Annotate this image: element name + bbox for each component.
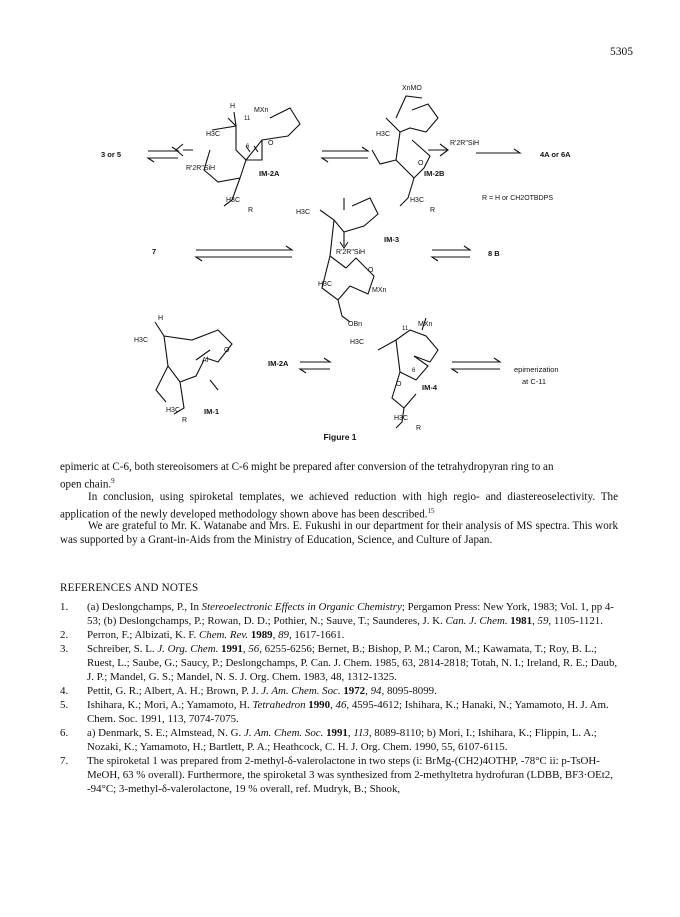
h3c-im4-bottom: H3C [394,415,409,422]
h3c-im3-lower: H3C [318,281,333,288]
reaction-scheme [0,0,680,450]
im-2b-structure [372,96,448,206]
reference-text_d: 4595-4612; Ishihara, K.; Hanaki, N.; Yamamoto, H. J. Am. Chem. Soc. 1991, 113, 7074-7075. [87,699,609,725]
reference-text_a: Ishihara, K.; Mori, A.; Yamamoto, H. [87,699,253,711]
reference-bold: 1991 [323,727,348,739]
h3c-im2a-bottom: H3C [226,197,241,204]
o-im2b: O [418,160,424,167]
silane-im3: R'2R"SiH [336,249,366,256]
reference-text_c: , [365,685,371,697]
acknowledgement-paragraph: We are grateful to Mr. K. Watanabe and Mrs. E. Fukushi in our department for their analysis of MS spectra. This work was supported by a Grant-in-Aids from the Ministry of Education, Science, and Culture of Japan. [60,520,618,547]
reference-it_a: Tetrahedron [252,699,306,711]
label-r-definition: R = H or CH2OTBDPS [482,195,553,202]
mx-im3: MXn [372,287,387,294]
label-im-2a: IM-2A [259,169,280,178]
reference-text_d: 6255-6256; Bernet, B.; Bishop, P. M.; Caron, M.; Kawamata, T.; Roy, B. L.; Ruest, L.; Saube, G.; Saucy, P.; Deslongchamps, P. Can. J. Chem. 1985, 63, 2814-2818; Totah, N. I.; Ireland, R. E.; Daub, J. P.; Mandel, G. S.; Mandel, N. S. J. Org. Chem. 1983, 48, 1312-1325. [87,643,618,683]
eleven-im4: 11 [402,326,409,332]
label-3-or-5: 3 or 5 [101,150,122,159]
r-im4: R [416,425,422,432]
label-at-c11: at C-11 [522,377,547,386]
reference-text_a: The spiroketal 1 was prepared from 2-methyl-δ-valerolactone in two steps (i: BrMg-(CH2)4OTHP, -78°C ii: p-TsOH-MeOH, 63 % overall). Furthermore, the spiroketal 3 was synthesized from 2-methyltetra hydrofuran (LDBB, BF3·OEt2, -94°C; 3-methyl-δ-valerolactone, 19 % overall, ref. Mudryk, B.; Shook, [87,755,613,795]
silane-left: R'2R"SiH [186,165,216,172]
h-top: H [230,103,236,110]
h3c-im2a: H3C [206,131,221,138]
reference-text_a: Schreiber, S. L. [87,643,158,655]
reference-bold: 1989 [248,629,273,641]
label-im-1: IM-1 [204,407,219,416]
reference-num: 3. [60,643,69,655]
reference-num: 5. [60,699,69,711]
h3c-im1: H3C [134,337,149,344]
reference-text_b: ; Pergamon Press: New York, 1983; Vol. 1, pp 4-53; (b) Deslongchamps, P.; Rowan, D. D.; Pothier, N.; Sauve, T.; Saunderes, J. K. [87,601,614,627]
reference-text_a: a) Denmark, S. E.; Almstead, N. G. [87,727,244,739]
h3c-im1-bottom: H3C [166,407,181,414]
reference-item [60,726,620,754]
reference-text_d: 8089-8110; b) Mori, I.; Ishihara, K.; Flippin, L. A.; Nozaki, K.; Yamamoto, H.; Bartlett, P. A.; Heathcock, C. H. J. Org. Chem. 1990, 55, 6107-6115. [87,727,597,753]
h3c-im2b-bottom: H3C [410,197,425,204]
open-chain-text: open chain. [60,478,112,491]
equilibrium-arrows [148,147,520,373]
reference-it_c: 56, [248,643,262,655]
reference-text_d: 8095-8099. [384,685,437,697]
mx-im4: MXn [418,321,433,328]
reference-item [60,628,620,642]
reference-text_a: Perron, F.; Albizati, K. F. [87,629,199,641]
h-im1: H [158,315,164,322]
reference-it_c: 113, [353,727,372,739]
o-im2a: O [268,140,274,147]
reference-num: 1. [60,601,69,613]
reference-text_c: , [330,699,336,711]
six-im4: 6 [412,368,416,374]
al-label: Al [202,357,209,364]
conclusion-text: In conclusion, using spiroketal templates, we achieved reduction with high regio- and diastereoselectivity. The application of the newly developed methodology shown above has been described. [60,491,618,521]
r-im2b: R [430,207,436,214]
paragraph-continuation [60,460,618,492]
r-im1: R [182,417,188,424]
label-8b: 8 B [488,249,500,258]
reference-text_d: 1105-1121. [551,615,603,627]
reference-text_a: Pettit, G. R.; Albert, A. H.; Brown, P. J. [87,685,262,697]
reference-it_a: Chem. Rev. [199,629,249,641]
h3c-im3: H3C [296,209,311,216]
label-im-2a-lower: IM-2A [268,359,289,368]
o-im1: O [224,347,230,354]
reference-bold: 1972 [340,685,366,697]
label-epimerization: epimerization [514,365,559,374]
o-im4: O [396,381,402,388]
reference-it_a: J. Am. Chem. Soc. [261,685,341,697]
reference-it_b: Can. J. Chem. [445,615,508,627]
references-heading: REFERENCES AND NOTES [60,582,199,594]
reference-text_a: (a) Deslongchamps, P., In [87,601,202,613]
reference-it_c: 46, [335,699,350,711]
h3c-im4: H3C [350,339,365,346]
references-list [60,600,620,796]
reference-num: 2. [60,629,69,641]
reference-item [60,642,620,684]
cut-line: epimeric at C-6, both stereoisomers at C-6 might be prepared after conversion of the tetrahydropyran ring to an [60,461,554,473]
reference-bold: 1981 [507,615,533,627]
reference-it_c: 59, [537,615,552,627]
reference-item [60,684,620,698]
reference-num: 7. [60,755,69,767]
reference-item [60,698,620,726]
reference-item [60,754,620,796]
label-im-2b: IM-2B [424,169,445,178]
reference-num: 6. [60,727,69,739]
im-1-structure [155,322,232,414]
mx-top: MXn [254,107,269,114]
figure-caption: Figure 1 [323,432,357,442]
reference-text_c: , [242,643,249,655]
r-im2a: R [248,207,254,214]
im-3-structure [320,198,378,322]
conclusion-paragraph [60,490,618,522]
label-im-3: IM-3 [384,235,399,244]
label-4a-or-6a: 4A or 6A [540,150,571,159]
citation-15: 15 [427,507,435,516]
im-4-structure [378,318,438,428]
citation-9: 9 [111,477,115,486]
reference-item [60,600,620,628]
reference-bold: 1991 [218,643,243,655]
reference-bold: 1990 [305,699,331,711]
reference-it_c: 94, [370,685,385,697]
reference-it_a: J. Org. Chem. [157,643,219,655]
im-2a-structure [176,108,300,206]
silane-right: R'2R"SiH [450,140,480,147]
reference-text_c: , [347,727,354,739]
eleven-top: 11 [244,116,251,122]
reference-text_c: , [532,615,538,627]
six-im2a: 6 [246,144,250,150]
reference-it_a: Stereoelectronic Effects in Organic Chemistry [201,601,402,613]
reference-num: 4. [60,685,69,697]
reference-it_a: J. Am. Chem. Soc. [243,727,324,739]
xnmo-label: XnMO [402,85,422,92]
page-number: 5305 [610,46,633,58]
o-im3: O [368,267,374,274]
label-7: 7 [152,247,157,256]
h3c-im2b: H3C [376,131,391,138]
obn-label: OBn [348,321,363,328]
label-im-4: IM-4 [422,383,437,392]
reference-text_c: , [272,629,279,641]
reference-text_d: 1617-1661. [291,629,345,641]
reference-it_c: 89, [278,629,292,641]
